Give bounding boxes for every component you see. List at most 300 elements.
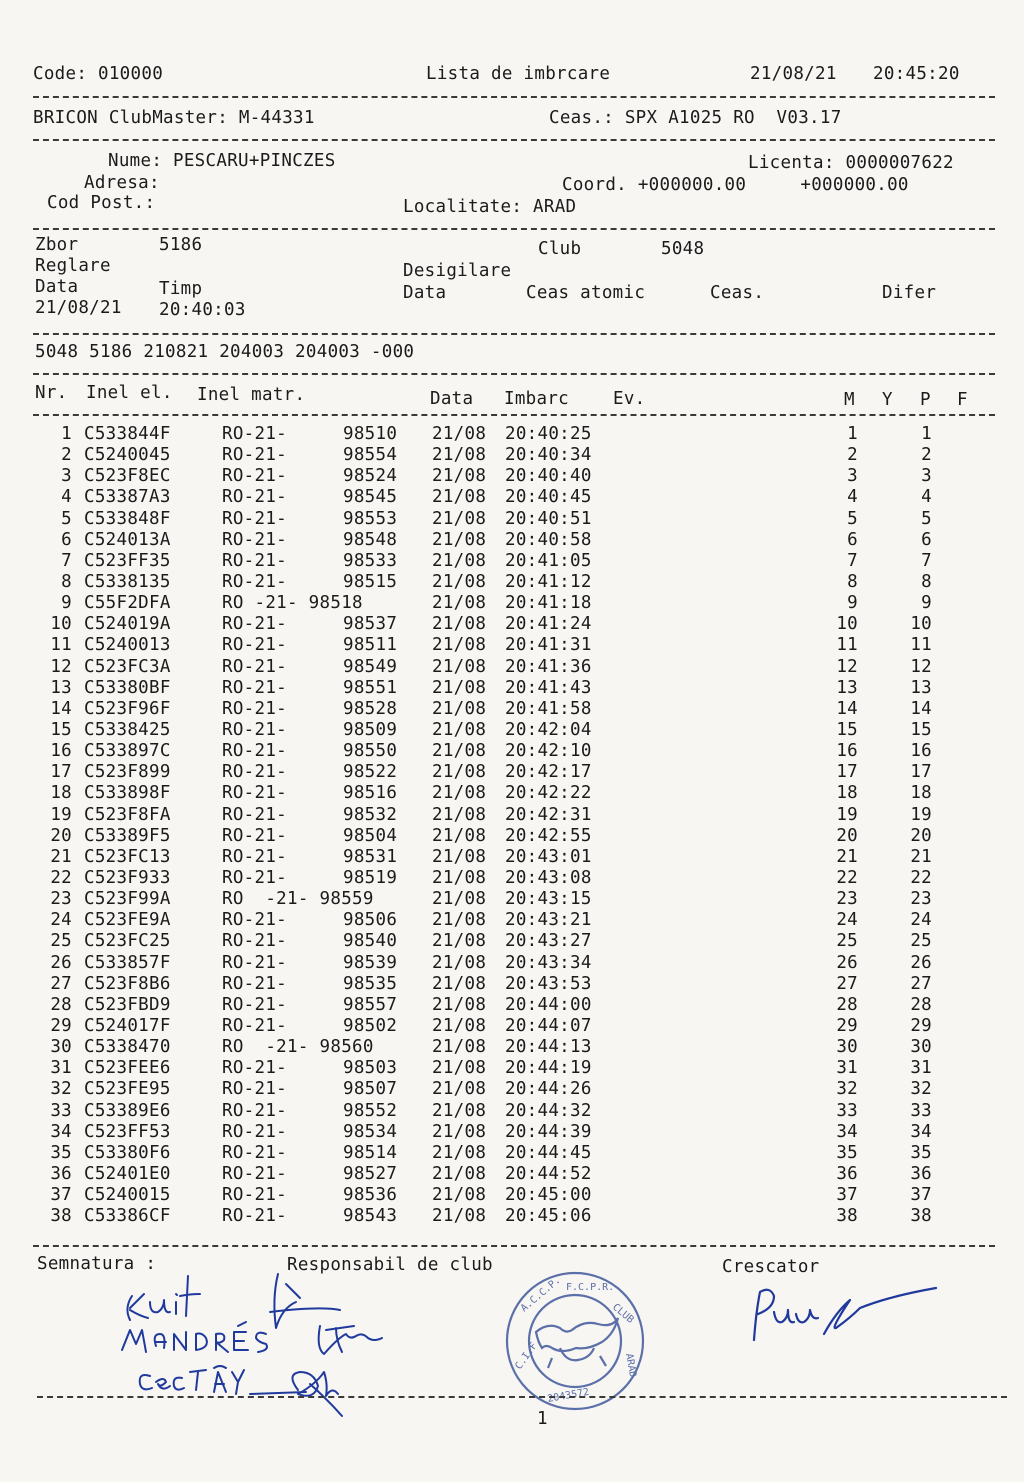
ring-prefix: RO-21- [222,1163,288,1184]
col-m-value: 38 [836,1206,858,1227]
basketing-date: 21/08 [432,910,487,931]
basketing-date: 21/08 [432,677,487,698]
basketing-date: 21/08 [432,762,487,783]
ring-number: 98540 [343,931,398,952]
basketing-date: 21/08 [432,508,487,529]
difer-label: Difer [882,283,937,303]
row-number: 31 [50,1058,72,1079]
ring-electronic: C524017F [84,1015,171,1036]
col-p-value: 16 [910,741,932,762]
col-m-value: 9 [847,593,858,614]
ring-number: 98532 [343,804,398,825]
row-number: 3 [61,466,72,487]
print-date: 21/08/21 [750,64,837,84]
col-p-value: 31 [910,1058,932,1079]
col-m-value: 21 [836,846,858,867]
ring-prefix: RO-21- [222,424,288,444]
basketing-date: 21/08 [432,952,487,973]
basketing-time: 20:43:01 [505,846,592,867]
ring-prefix: RO-21- [222,466,288,487]
row-number: 33 [50,1100,72,1121]
col-header-nr: Nr. [35,383,68,403]
basketing-time: 20:40:34 [505,445,592,466]
row-number: 7 [61,550,72,571]
ring-electronic: C533844F [84,424,171,444]
ring-electronic: C523FC13 [84,846,171,867]
col-p-value: 6 [921,529,932,550]
col-p-value: 36 [910,1163,932,1184]
col-m-value: 32 [836,1079,858,1100]
basketing-time: 20:44:32 [505,1100,592,1121]
row-number: 34 [50,1121,72,1142]
ring-prefix: RO-21- [222,487,288,508]
desigilare-label: Desigilare [403,261,512,281]
basketing-time: 20:44:13 [505,1037,592,1058]
ring-number: 98506 [343,910,398,931]
col-m-value: 23 [836,889,858,910]
ring-number: 98510 [343,424,398,444]
ring-prefix: RO-21- [222,1058,288,1079]
col-m-value: 29 [836,1015,858,1036]
ring-prefix: RO-21- [222,529,288,550]
row-number: 9 [61,593,72,614]
club-stamp [502,1268,648,1414]
basketing-time: 20:41:12 [505,571,592,592]
col-m-value: 6 [847,529,858,550]
ring-number: 98514 [343,1142,398,1163]
ring-number: 98554 [343,445,398,466]
separator [33,139,995,141]
col-p-value: 14 [910,698,932,719]
col-m-value: 35 [836,1142,858,1163]
row-number: 30 [50,1037,72,1058]
ring-electronic: C533898F [84,783,171,804]
basketing-date: 21/08 [432,1037,487,1058]
basketing-time: 20:44:00 [505,994,592,1015]
basketing-time: 20:45:00 [505,1185,592,1206]
ring-electronic: C523F933 [84,867,171,888]
ring-prefix: RO-21- [222,550,288,571]
reglare-date: 21/08/21 [35,298,122,318]
basketing-list [0,424,1024,1227]
svg-text:ARAD: ARAD [623,1352,639,1379]
ring-electronic: C523FC3A [84,656,171,677]
basketing-time: 20:41:31 [505,635,592,656]
basketing-time: 20:41:36 [505,656,592,677]
ring-prefix: RO-21- [222,571,288,592]
col-p-value: 10 [910,614,932,635]
col-m-value: 15 [836,719,858,740]
basketing-date: 21/08 [432,614,487,635]
row-number: 38 [50,1206,72,1227]
basketing-date: 21/08 [432,571,487,592]
col-m-value: 26 [836,952,858,973]
row-number: 18 [50,783,72,804]
row-number: 22 [50,867,72,888]
table-row [0,1122,1024,1143]
ring-prefix: RO-21- [222,614,288,635]
basketing-time: 20:44:07 [505,1015,592,1036]
basketing-date: 21/08 [432,487,487,508]
table-row [0,720,1024,741]
basketing-time: 20:41:43 [505,677,592,698]
ring-number: 98539 [343,952,398,973]
basketing-date: 21/08 [432,466,487,487]
separator [33,333,995,335]
col-p-value: 35 [910,1142,932,1163]
ring-number: 98549 [343,656,398,677]
ring-prefix: RO-21- [222,677,288,698]
ring-number: 98534 [343,1121,398,1142]
ring-electronic: C53380F6 [84,1142,171,1163]
row-number: 24 [50,910,72,931]
col-p-value: 18 [910,783,932,804]
ring-prefix: RO-21- [222,804,288,825]
ring-prefix: RO -21- 98518 [222,593,363,614]
row-number: 19 [50,804,72,825]
col-m-value: 8 [847,571,858,592]
ring-electronic: C523F8EC [84,466,171,487]
col-m-value: 10 [836,614,858,635]
basketing-time: 20:40:45 [505,487,592,508]
table-row [0,1101,1024,1122]
separator [33,96,995,98]
basketing-time: 20:43:53 [505,973,592,994]
ring-electronic: C523FC25 [84,931,171,952]
col-p-value: 22 [910,867,932,888]
table-row [0,445,1024,466]
basketing-date: 21/08 [432,1206,487,1227]
col-p-value: 24 [910,910,932,931]
row-number: 10 [50,614,72,635]
basketing-date: 21/08 [432,804,487,825]
col-p-value: 5 [921,508,932,529]
col-p-value: 2 [921,445,932,466]
ring-prefix: RO-21- [222,867,288,888]
col-p-value: 1 [921,424,932,444]
ring-number: 98536 [343,1185,398,1206]
ring-number: 98557 [343,994,398,1015]
ring-number: 98552 [343,1100,398,1121]
row-number: 35 [50,1142,72,1163]
club-label: Club [538,239,582,259]
col-header-y: Y [882,390,893,410]
ring-number: 98548 [343,529,398,550]
basketing-time: 20:44:45 [505,1142,592,1163]
basketing-date: 21/08 [432,994,487,1015]
ceas-atomic-label: Ceas atomic [526,283,646,303]
ring-electronic: C53389E6 [84,1100,171,1121]
basketing-time: 20:43:15 [505,889,592,910]
row-number: 17 [50,762,72,783]
ring-number: 98531 [343,846,398,867]
table-row [0,657,1024,678]
table-row [0,826,1024,847]
ring-number: 98511 [343,635,398,656]
col-m-value: 24 [836,910,858,931]
ring-electronic: C55F2DFA [84,593,171,614]
ring-prefix: RO-21- [222,973,288,994]
row-number: 23 [50,889,72,910]
table-row [0,509,1024,530]
ring-number: 98524 [343,466,398,487]
ring-prefix: RO -21- 98560 [222,1037,374,1058]
col-p-value: 27 [910,973,932,994]
col-p-value: 37 [910,1185,932,1206]
ring-number: 98543 [343,1206,398,1227]
col-p-value: 21 [910,846,932,867]
ring-prefix: RO-21- [222,741,288,762]
col-p-value: 4 [921,487,932,508]
col-p-value: 13 [910,677,932,698]
reglare-label: Reglare [35,256,111,276]
row-number: 2 [61,445,72,466]
basketing-date: 21/08 [432,719,487,740]
col-p-value: 20 [910,825,932,846]
ring-electronic: C5240045 [84,445,171,466]
col-p-value: 17 [910,762,932,783]
col-m-value: 25 [836,931,858,952]
basketing-date: 21/08 [432,889,487,910]
signature-label: Semnatura : [37,1254,157,1274]
table-row [0,466,1024,487]
ring-number: 98507 [343,1079,398,1100]
ring-number: 98519 [343,867,398,888]
col-p-value: 8 [921,571,932,592]
basketing-date: 21/08 [432,931,487,952]
basketing-time: 20:40:58 [505,529,592,550]
col-header-data: Data [430,389,474,409]
col-m-value: 19 [836,804,858,825]
table-row [0,487,1024,508]
col-p-value: 15 [910,719,932,740]
col-m-value: 2 [847,445,858,466]
basketing-date: 21/08 [432,846,487,867]
owner-locality: Localitate: ARAD [403,197,577,217]
table-row [0,847,1024,868]
table-row [0,910,1024,931]
ring-prefix: RO-21- [222,1079,288,1100]
ring-electronic: C523F96F [84,698,171,719]
row-number: 12 [50,656,72,677]
col-header-m: M [844,390,855,410]
table-row [0,805,1024,826]
basketing-time: 20:41:58 [505,698,592,719]
row-number: 13 [50,677,72,698]
table-row [0,741,1024,762]
col-m-value: 5 [847,508,858,529]
owner-coords: Coord. +000000.00 +000000.00 [562,175,909,195]
ring-number: 98545 [343,487,398,508]
basketing-date: 21/08 [432,593,487,614]
basketing-time: 20:40:25 [505,424,592,444]
basketing-date: 21/08 [432,825,487,846]
col-p-value: 38 [910,1206,932,1227]
breeder-label: Crescator [722,1257,820,1277]
col-p-value: 11 [910,635,932,656]
ring-prefix: RO-21- [222,1015,288,1036]
basketing-time: 20:44:52 [505,1163,592,1184]
row-number: 32 [50,1079,72,1100]
row-number: 11 [50,635,72,656]
table-row [0,783,1024,804]
table-row [0,424,1024,445]
col-p-value: 33 [910,1100,932,1121]
ring-prefix: RO-21- [222,825,288,846]
col-m-value: 18 [836,783,858,804]
separator [37,1396,1007,1398]
basketing-date: 21/08 [432,424,487,444]
ring-number: 98504 [343,825,398,846]
ring-number: 98509 [343,719,398,740]
ring-number: 98515 [343,571,398,592]
col-header-inel-el: Inel el. [86,383,173,403]
row-number: 37 [50,1185,72,1206]
document-title: Lista de imbrcare [426,64,611,84]
col-m-value: 1 [847,424,858,444]
basketing-time: 20:40:40 [505,466,592,487]
row-number: 25 [50,931,72,952]
basketing-date: 21/08 [432,1079,487,1100]
basketing-date: 21/08 [432,550,487,571]
basketing-time: 20:45:06 [505,1206,592,1227]
basketing-time: 20:42:55 [505,825,592,846]
basketing-date: 21/08 [432,741,487,762]
ring-prefix: RO-21- [222,635,288,656]
ring-number: 98550 [343,741,398,762]
table-row [0,1037,1024,1058]
ring-electronic: C53380BF [84,677,171,698]
separator [33,1245,995,1247]
row-number: 1 [61,424,72,444]
table-row [0,868,1024,889]
table-row [0,635,1024,656]
ring-electronic: C523F8FA [84,804,171,825]
separator [33,228,995,230]
basketing-time: 20:41:24 [505,614,592,635]
basketing-time: 20:40:51 [505,508,592,529]
table-row [0,699,1024,720]
reglare-time: 20:40:03 [159,300,246,320]
ring-electronic: C5338470 [84,1037,171,1058]
ring-electronic: C523FE9A [84,910,171,931]
club-responsible-label: Responsabil de club [287,1255,493,1275]
basketing-date: 21/08 [432,867,487,888]
svg-text:CLUB: CLUB [610,1301,636,1326]
basketing-date: 21/08 [432,1015,487,1036]
col-header-p: P [920,390,931,410]
ring-electronic: C5240013 [84,635,171,656]
row-number: 20 [50,825,72,846]
svg-text:C.I.F.: C.I.F. [513,1335,544,1372]
col-header-inel-matr: Inel matr. [197,385,306,405]
ring-number: 98516 [343,783,398,804]
table-row [0,678,1024,699]
ring-electronic: C533897C [84,741,171,762]
basketing-date: 21/08 [432,529,487,550]
col-m-value: 17 [836,762,858,783]
col-p-value: 3 [921,466,932,487]
basketing-time: 20:43:27 [505,931,592,952]
ring-number: 98527 [343,1163,398,1184]
ring-prefix: RO-21- [222,846,288,867]
reglare-timp-label: Timp [159,279,203,299]
svg-text:F.C.P.R.: F.C.P.R. [566,1282,615,1293]
table-row [0,572,1024,593]
basketing-date: 21/08 [432,1121,487,1142]
ring-number: 98522 [343,762,398,783]
basketing-date: 21/08 [432,656,487,677]
col-m-value: 34 [836,1121,858,1142]
ceas-label: Ceas. [710,283,765,303]
table-row [0,762,1024,783]
col-m-value: 3 [847,466,858,487]
page-number: 1 [537,1409,548,1429]
col-m-value: 36 [836,1163,858,1184]
table-row [0,551,1024,572]
table-row [0,1206,1024,1227]
svg-text:2043572: 2043572 [546,1386,591,1405]
club-value: 5048 [661,239,705,259]
basketing-time: 20:43:21 [505,910,592,931]
zbor-label: Zbor [35,235,79,255]
svg-text:A.C.C.P.: A.C.C.P. [518,1274,563,1315]
clock-id: Ceas.: SPX A1025 RO V03.17 [549,108,842,128]
row-number: 4 [61,487,72,508]
table-row [0,1185,1024,1206]
basketing-time: 20:43:34 [505,952,592,973]
col-p-value: 28 [910,994,932,1015]
row-number: 8 [61,571,72,592]
ring-number: 98502 [343,1015,398,1036]
ring-electronic: C523F99A [84,889,171,910]
row-number: 16 [50,741,72,762]
table-row [0,931,1024,952]
ring-electronic: C523FBD9 [84,994,171,1015]
ring-prefix: RO-21- [222,762,288,783]
ring-electronic: C5240015 [84,1185,171,1206]
table-row [0,1079,1024,1100]
print-time: 20:45:20 [873,64,960,84]
owner-address: Adresa: [84,173,160,193]
ring-electronic: C524019A [84,614,171,635]
col-p-value: 7 [921,550,932,571]
col-p-value: 30 [910,1037,932,1058]
basketing-date: 21/08 [432,783,487,804]
ring-prefix: RO-21- [222,1121,288,1142]
basketing-time: 20:42:22 [505,783,592,804]
separator [33,373,995,375]
ring-number: 98535 [343,973,398,994]
basketing-time: 20:42:17 [505,762,592,783]
ring-prefix: RO-21- [222,952,288,973]
basketing-time: 20:42:10 [505,741,592,762]
ring-prefix: RO-21- [222,910,288,931]
col-m-value: 4 [847,487,858,508]
row-number: 36 [50,1163,72,1184]
ring-prefix: RO-21- [222,994,288,1015]
col-header-imbarc: Imbarc [504,389,570,409]
col-m-value: 28 [836,994,858,1015]
col-p-value: 29 [910,1015,932,1036]
row-number: 6 [61,529,72,550]
col-header-ev: Ev. [613,389,646,409]
basketing-date: 21/08 [432,445,487,466]
ring-prefix: RO-21- [222,508,288,529]
owner-name: Nume: PESCARU+PINCZES [108,151,336,171]
col-m-value: 11 [836,635,858,656]
ring-electronic: C533857F [84,952,171,973]
